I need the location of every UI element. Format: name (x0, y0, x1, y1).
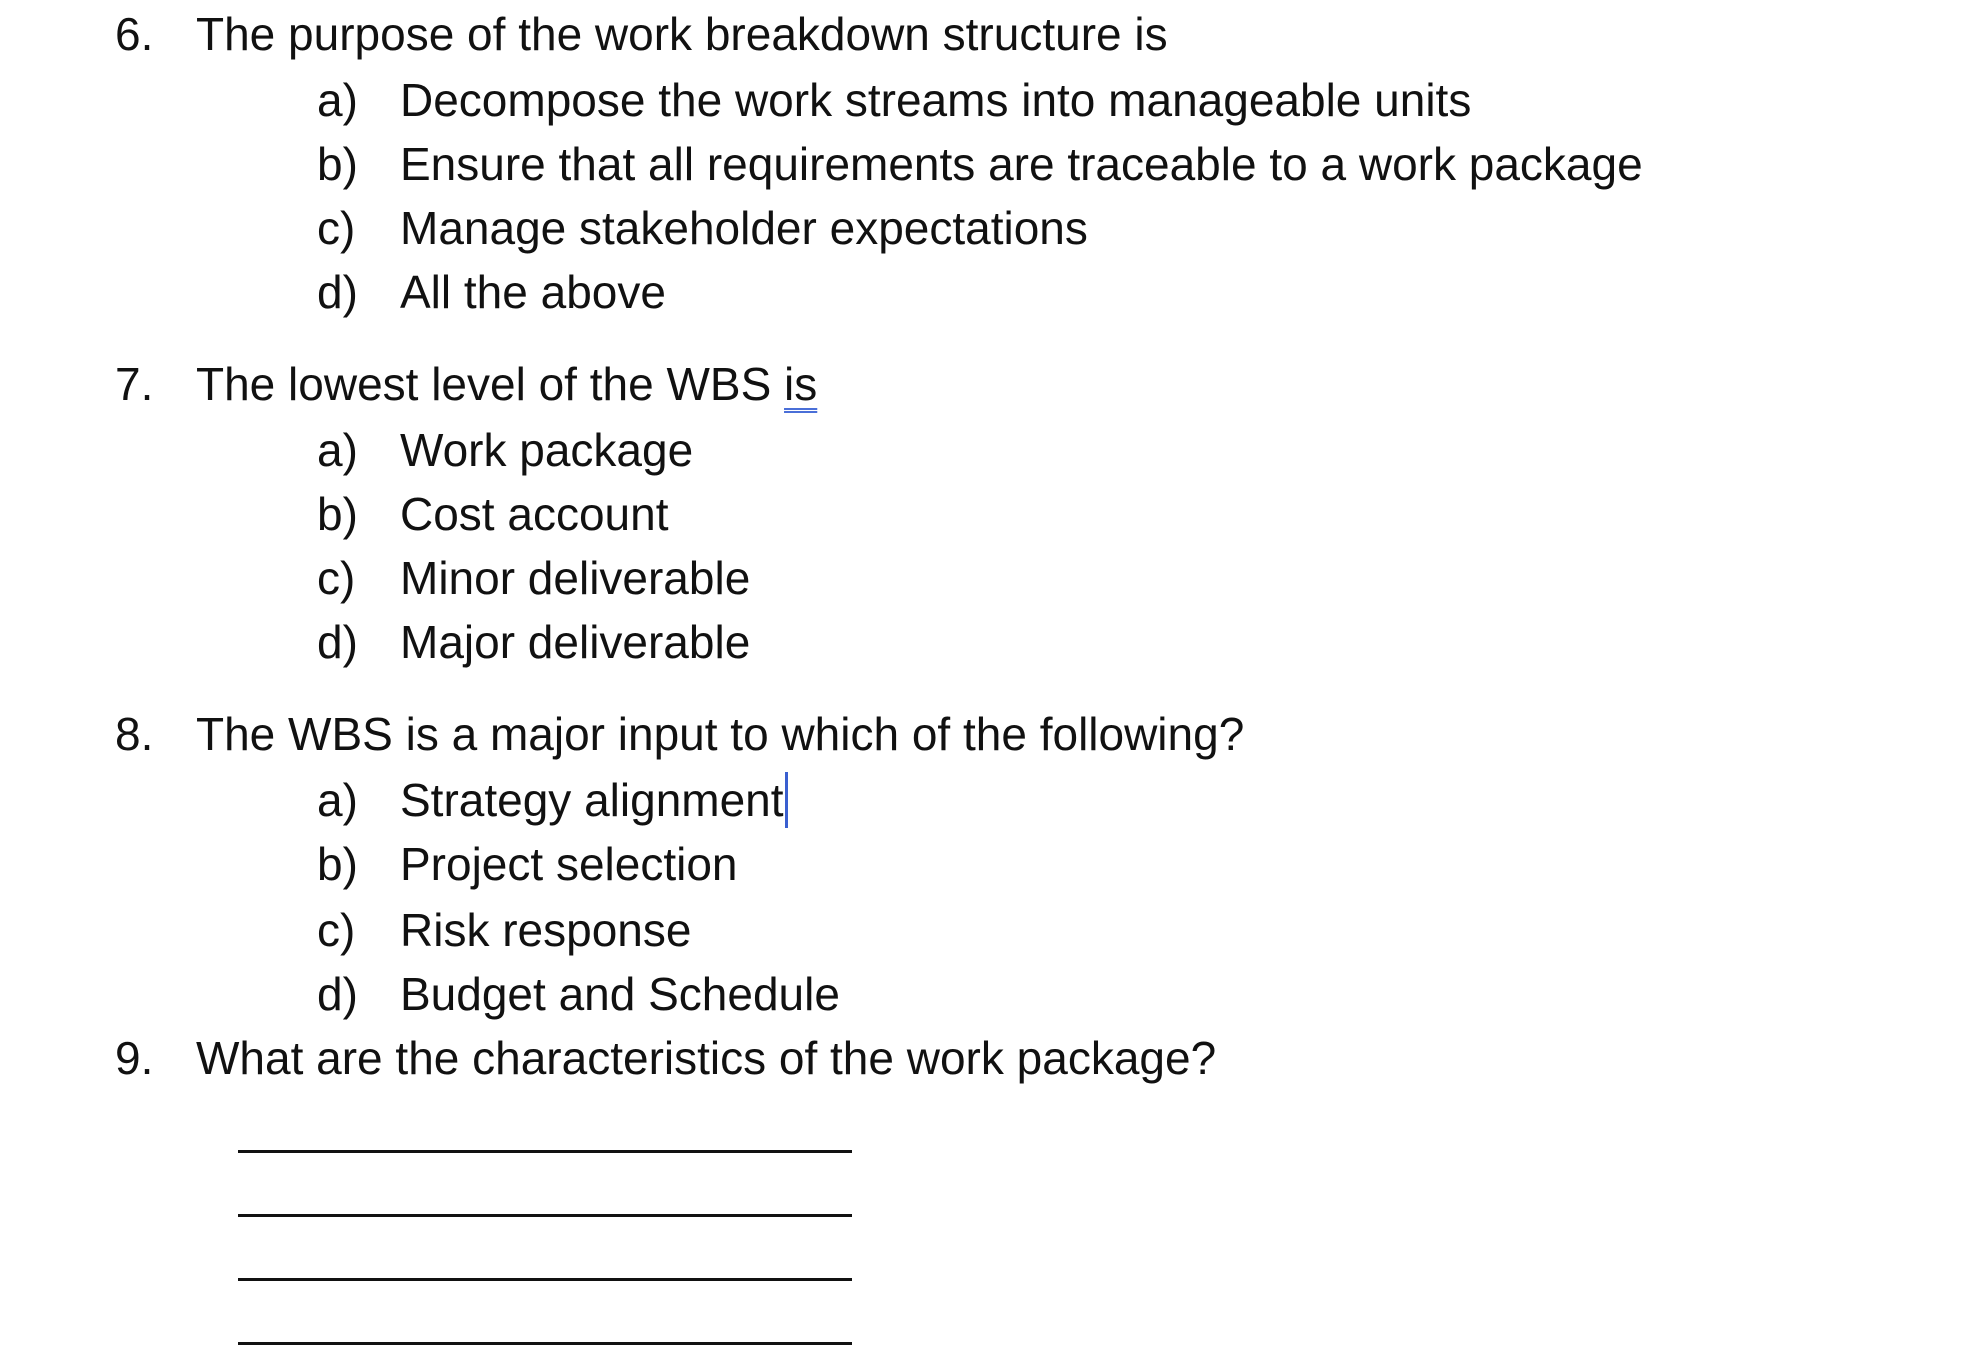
answer-blank-line[interactable] (238, 1214, 852, 1217)
text-cursor (785, 772, 788, 828)
option-letter: a) (317, 774, 358, 826)
option-text[interactable]: Ensure that all requirements are traceable to a work package (400, 138, 1643, 190)
question-text[interactable]: The WBS is a major input to which of the following? (196, 708, 1245, 760)
answer-blank-line[interactable] (238, 1342, 852, 1345)
option-letter: b) (317, 838, 358, 890)
option-letter: d) (317, 266, 358, 318)
question-text[interactable] (196, 354, 817, 414)
option-letter: a) (317, 424, 358, 476)
option-text[interactable]: Risk response (400, 904, 692, 956)
option-text[interactable]: Work package (400, 424, 694, 476)
question-number: 8. (115, 708, 154, 760)
option-letter: b) (317, 138, 358, 190)
question-number: 7. (115, 358, 154, 410)
proofing-marked-word[interactable]: is (784, 358, 818, 410)
option-text[interactable] (400, 770, 788, 830)
option-letter: d) (317, 616, 358, 668)
question-text[interactable]: The purpose of the work breakdown structure is (196, 8, 1168, 60)
option-text-value: Strategy alignment (400, 774, 784, 826)
answer-blank-line[interactable] (238, 1278, 852, 1281)
question-number: 6. (115, 8, 154, 60)
option-text[interactable]: Major deliverable (400, 616, 751, 668)
option-text[interactable]: Project selection (400, 838, 738, 890)
question-number: 9. (115, 1032, 154, 1084)
option-letter: d) (317, 968, 358, 1020)
option-text[interactable]: All the above (400, 266, 666, 318)
option-letter: a) (317, 74, 358, 126)
question-text[interactable]: What are the characteristics of the work package? (196, 1032, 1217, 1084)
option-letter: c) (317, 552, 356, 604)
question-text-main: The lowest level of the WBS (196, 358, 785, 410)
option-text[interactable]: Decompose the work streams into manageable units (400, 74, 1472, 126)
option-text[interactable]: Budget and Schedule (400, 968, 840, 1020)
option-text[interactable]: Cost account (400, 488, 669, 540)
option-text[interactable]: Manage stakeholder expectations (400, 202, 1088, 254)
option-letter: b) (317, 488, 358, 540)
answer-blank-line[interactable] (238, 1150, 852, 1153)
option-letter: c) (317, 904, 356, 956)
option-letter: c) (317, 202, 356, 254)
option-text[interactable]: Minor deliverable (400, 552, 751, 604)
